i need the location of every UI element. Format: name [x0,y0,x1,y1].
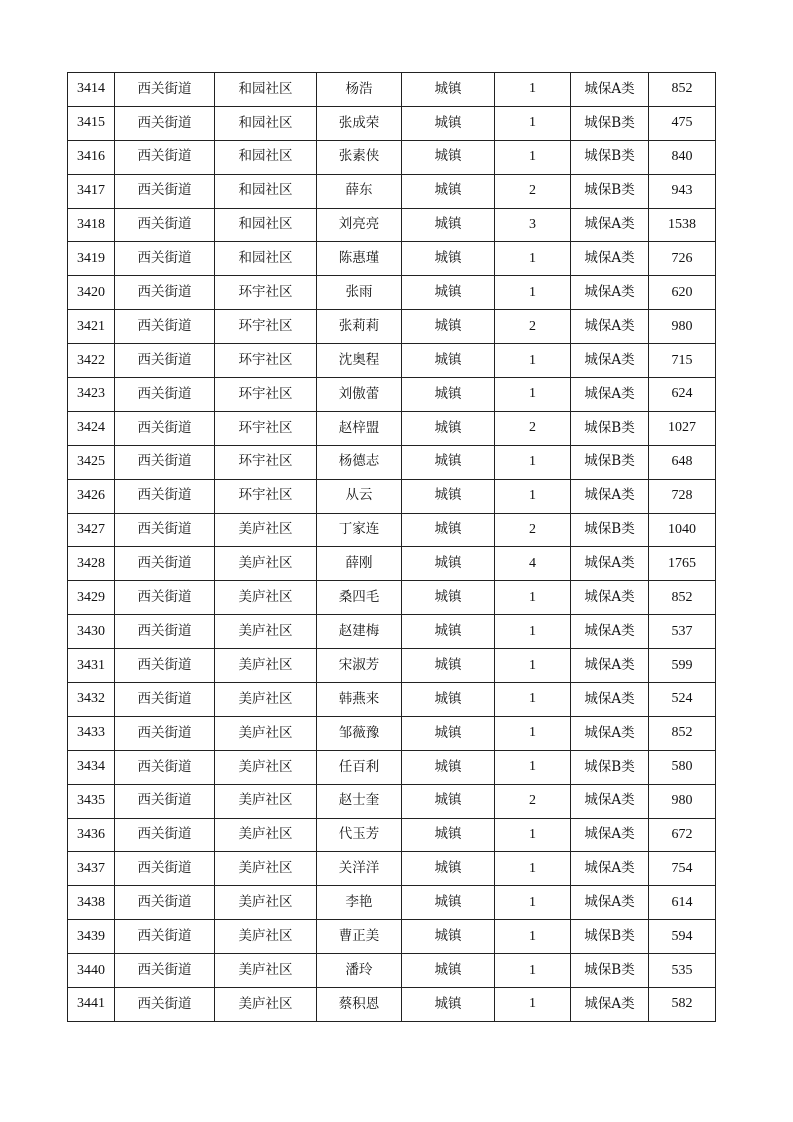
cell-street: 西关街道 [115,920,215,954]
cell-household-size: 1 [495,750,571,784]
cell-insurance-category: 城保A类 [571,818,649,852]
cell-amount: 580 [649,750,716,784]
cell-area-type: 城镇 [402,750,495,784]
cell-serial-number: 3416 [68,140,115,174]
cell-name: 宋淑芳 [317,649,402,683]
cell-serial-number: 3433 [68,716,115,750]
cell-amount: 715 [649,344,716,378]
cell-name: 刘亮亮 [317,208,402,242]
cell-area-type: 城镇 [402,411,495,445]
cell-street: 西关街道 [115,852,215,886]
cell-serial-number: 3440 [68,954,115,988]
cell-street: 西关街道 [115,174,215,208]
cell-insurance-category: 城保A类 [571,208,649,242]
table-row [68,750,716,784]
cell-insurance-category: 城保A类 [571,242,649,276]
table-row [68,716,716,750]
cell-amount: 852 [649,581,716,615]
table-row [68,174,716,208]
cell-area-type: 城镇 [402,242,495,276]
cell-community: 美庐社区 [215,988,317,1022]
cell-area-type: 城镇 [402,784,495,818]
cell-household-size: 1 [495,378,571,412]
cell-amount: 582 [649,988,716,1022]
cell-insurance-category: 城保A类 [571,547,649,581]
table-row [68,73,716,107]
cell-street: 西关街道 [115,445,215,479]
cell-street: 西关街道 [115,344,215,378]
cell-serial-number: 3436 [68,818,115,852]
cell-serial-number: 3425 [68,445,115,479]
cell-serial-number: 3438 [68,886,115,920]
cell-area-type: 城镇 [402,615,495,649]
cell-serial-number: 3420 [68,276,115,310]
cell-amount: 1040 [649,513,716,547]
cell-community: 和园社区 [215,140,317,174]
cell-serial-number: 3414 [68,73,115,107]
cell-name: 张莉莉 [317,310,402,344]
cell-household-size: 1 [495,852,571,886]
cell-street: 西关街道 [115,954,215,988]
cell-household-size: 1 [495,73,571,107]
cell-serial-number: 3429 [68,581,115,615]
cell-serial-number: 3435 [68,784,115,818]
cell-amount: 980 [649,310,716,344]
cell-serial-number: 3423 [68,378,115,412]
cell-area-type: 城镇 [402,140,495,174]
cell-household-size: 2 [495,411,571,445]
cell-insurance-category: 城保A类 [571,344,649,378]
cell-name: 刘傲蕾 [317,378,402,412]
cell-area-type: 城镇 [402,920,495,954]
table-row [68,140,716,174]
cell-serial-number: 3419 [68,242,115,276]
cell-community: 环宇社区 [215,344,317,378]
cell-community: 美庐社区 [215,716,317,750]
cell-insurance-category: 城保B类 [571,513,649,547]
table-row [68,920,716,954]
cell-area-type: 城镇 [402,852,495,886]
cell-amount: 599 [649,649,716,683]
cell-amount: 943 [649,174,716,208]
cell-amount: 840 [649,140,716,174]
cell-amount: 537 [649,615,716,649]
cell-community: 和园社区 [215,208,317,242]
cell-insurance-category: 城保A类 [571,615,649,649]
cell-insurance-category: 城保A类 [571,649,649,683]
table-row [68,683,716,717]
cell-amount: 648 [649,445,716,479]
table-row [68,547,716,581]
cell-area-type: 城镇 [402,208,495,242]
cell-amount: 852 [649,716,716,750]
table-row [68,649,716,683]
data-table [67,72,716,1022]
cell-street: 西关街道 [115,513,215,547]
cell-insurance-category: 城保B类 [571,920,649,954]
cell-serial-number: 3417 [68,174,115,208]
cell-household-size: 1 [495,615,571,649]
cell-area-type: 城镇 [402,378,495,412]
cell-name: 潘玲 [317,954,402,988]
cell-amount: 614 [649,886,716,920]
cell-household-size: 1 [495,581,571,615]
cell-amount: 726 [649,242,716,276]
cell-insurance-category: 城保A类 [571,378,649,412]
cell-name: 赵梓盟 [317,411,402,445]
table-row [68,988,716,1022]
cell-amount: 1027 [649,411,716,445]
cell-household-size: 2 [495,310,571,344]
table-row [68,513,716,547]
cell-community: 美庐社区 [215,750,317,784]
cell-area-type: 城镇 [402,344,495,378]
cell-community: 美庐社区 [215,649,317,683]
cell-street: 西关街道 [115,649,215,683]
cell-name: 赵士奎 [317,784,402,818]
cell-household-size: 2 [495,784,571,818]
table-row [68,445,716,479]
cell-community: 美庐社区 [215,615,317,649]
cell-community: 环宇社区 [215,378,317,412]
cell-name: 陈惠瑾 [317,242,402,276]
cell-street: 西关街道 [115,411,215,445]
cell-name: 从云 [317,479,402,513]
cell-insurance-category: 城保A类 [571,784,649,818]
cell-community: 美庐社区 [215,954,317,988]
cell-amount: 852 [649,73,716,107]
cell-community: 和园社区 [215,174,317,208]
cell-household-size: 1 [495,479,571,513]
cell-area-type: 城镇 [402,547,495,581]
table-row [68,310,716,344]
cell-community: 和园社区 [215,106,317,140]
table-row [68,276,716,310]
cell-household-size: 3 [495,208,571,242]
cell-street: 西关街道 [115,276,215,310]
cell-area-type: 城镇 [402,581,495,615]
table-row [68,784,716,818]
cell-serial-number: 3421 [68,310,115,344]
cell-name: 关洋洋 [317,852,402,886]
cell-street: 西关街道 [115,73,215,107]
cell-name: 丁家连 [317,513,402,547]
cell-insurance-category: 城保B类 [571,750,649,784]
cell-serial-number: 3427 [68,513,115,547]
cell-insurance-category: 城保A类 [571,73,649,107]
cell-serial-number: 3415 [68,106,115,140]
cell-area-type: 城镇 [402,886,495,920]
cell-amount: 1765 [649,547,716,581]
cell-name: 薛刚 [317,547,402,581]
table-row [68,852,716,886]
cell-community: 环宇社区 [215,276,317,310]
cell-community: 美庐社区 [215,818,317,852]
cell-insurance-category: 城保B类 [571,106,649,140]
table-row [68,954,716,988]
cell-street: 西关街道 [115,140,215,174]
cell-community: 美庐社区 [215,513,317,547]
cell-area-type: 城镇 [402,445,495,479]
cell-name: 杨浩 [317,73,402,107]
table-row [68,818,716,852]
cell-name: 曹正美 [317,920,402,954]
cell-serial-number: 3441 [68,988,115,1022]
cell-street: 西关街道 [115,378,215,412]
cell-amount: 624 [649,378,716,412]
cell-insurance-category: 城保B类 [571,954,649,988]
cell-community: 美庐社区 [215,920,317,954]
cell-street: 西关街道 [115,784,215,818]
cell-household-size: 1 [495,140,571,174]
table-row [68,581,716,615]
cell-street: 西关街道 [115,988,215,1022]
cell-community: 美庐社区 [215,886,317,920]
cell-household-size: 1 [495,276,571,310]
cell-insurance-category: 城保A类 [571,683,649,717]
cell-serial-number: 3431 [68,649,115,683]
cell-serial-number: 3426 [68,479,115,513]
table-row [68,378,716,412]
cell-area-type: 城镇 [402,106,495,140]
cell-amount: 672 [649,818,716,852]
table-row [68,242,716,276]
cell-household-size: 1 [495,344,571,378]
cell-name: 李艳 [317,886,402,920]
cell-insurance-category: 城保A类 [571,886,649,920]
cell-amount: 524 [649,683,716,717]
cell-household-size: 1 [495,886,571,920]
cell-community: 和园社区 [215,73,317,107]
cell-serial-number: 3422 [68,344,115,378]
cell-name: 邹薇豫 [317,716,402,750]
cell-insurance-category: 城保A类 [571,276,649,310]
cell-community: 美庐社区 [215,683,317,717]
cell-area-type: 城镇 [402,310,495,344]
cell-household-size: 1 [495,716,571,750]
cell-serial-number: 3428 [68,547,115,581]
cell-area-type: 城镇 [402,683,495,717]
cell-household-size: 1 [495,445,571,479]
cell-area-type: 城镇 [402,954,495,988]
cell-area-type: 城镇 [402,716,495,750]
cell-name: 薛东 [317,174,402,208]
cell-area-type: 城镇 [402,479,495,513]
cell-amount: 475 [649,106,716,140]
cell-insurance-category: 城保B类 [571,411,649,445]
cell-serial-number: 3434 [68,750,115,784]
cell-street: 西关街道 [115,547,215,581]
table-row [68,615,716,649]
cell-household-size: 1 [495,818,571,852]
cell-street: 西关街道 [115,208,215,242]
cell-amount: 620 [649,276,716,310]
cell-household-size: 1 [495,242,571,276]
cell-serial-number: 3430 [68,615,115,649]
cell-street: 西关街道 [115,683,215,717]
cell-name: 韩燕来 [317,683,402,717]
cell-household-size: 1 [495,649,571,683]
cell-amount: 594 [649,920,716,954]
cell-household-size: 2 [495,513,571,547]
cell-street: 西关街道 [115,818,215,852]
cell-area-type: 城镇 [402,513,495,547]
cell-insurance-category: 城保A类 [571,852,649,886]
cell-amount: 754 [649,852,716,886]
cell-community: 环宇社区 [215,479,317,513]
cell-serial-number: 3424 [68,411,115,445]
cell-street: 西关街道 [115,750,215,784]
cell-street: 西关街道 [115,886,215,920]
table-row [68,106,716,140]
cell-serial-number: 3437 [68,852,115,886]
cell-household-size: 1 [495,683,571,717]
cell-community: 环宇社区 [215,411,317,445]
cell-name: 张素侠 [317,140,402,174]
cell-name: 代玉芳 [317,818,402,852]
cell-street: 西关街道 [115,615,215,649]
cell-insurance-category: 城保A类 [571,581,649,615]
cell-area-type: 城镇 [402,988,495,1022]
cell-community: 美庐社区 [215,547,317,581]
cell-name: 张成荣 [317,106,402,140]
cell-serial-number: 3418 [68,208,115,242]
table-row [68,479,716,513]
cell-community: 美庐社区 [215,784,317,818]
cell-amount: 535 [649,954,716,988]
cell-community: 和园社区 [215,242,317,276]
cell-name: 杨德志 [317,445,402,479]
cell-household-size: 4 [495,547,571,581]
cell-area-type: 城镇 [402,174,495,208]
table-body [68,73,716,1022]
cell-serial-number: 3439 [68,920,115,954]
cell-area-type: 城镇 [402,276,495,310]
table-row [68,886,716,920]
cell-insurance-category: 城保A类 [571,716,649,750]
cell-street: 西关街道 [115,242,215,276]
cell-name: 张雨 [317,276,402,310]
cell-area-type: 城镇 [402,818,495,852]
cell-insurance-category: 城保A类 [571,310,649,344]
table-row [68,411,716,445]
cell-insurance-category: 城保B类 [571,140,649,174]
cell-amount: 728 [649,479,716,513]
table-row [68,208,716,242]
cell-community: 环宇社区 [215,445,317,479]
cell-name: 赵建梅 [317,615,402,649]
cell-name: 任百利 [317,750,402,784]
cell-name: 蔡积恩 [317,988,402,1022]
table-row [68,344,716,378]
cell-name: 桑四毛 [317,581,402,615]
cell-insurance-category: 城保B类 [571,174,649,208]
cell-street: 西关街道 [115,310,215,344]
cell-street: 西关街道 [115,581,215,615]
cell-area-type: 城镇 [402,73,495,107]
cell-household-size: 1 [495,920,571,954]
cell-insurance-category: 城保A类 [571,988,649,1022]
cell-amount: 980 [649,784,716,818]
cell-household-size: 1 [495,988,571,1022]
cell-household-size: 1 [495,106,571,140]
cell-insurance-category: 城保B类 [571,445,649,479]
cell-serial-number: 3432 [68,683,115,717]
cell-street: 西关街道 [115,479,215,513]
cell-community: 美庐社区 [215,581,317,615]
cell-insurance-category: 城保A类 [571,479,649,513]
cell-street: 西关街道 [115,106,215,140]
cell-household-size: 2 [495,174,571,208]
cell-amount: 1538 [649,208,716,242]
cell-name: 沈奥程 [317,344,402,378]
cell-household-size: 1 [495,954,571,988]
cell-street: 西关街道 [115,716,215,750]
cell-community: 环宇社区 [215,310,317,344]
cell-area-type: 城镇 [402,649,495,683]
cell-community: 美庐社区 [215,852,317,886]
